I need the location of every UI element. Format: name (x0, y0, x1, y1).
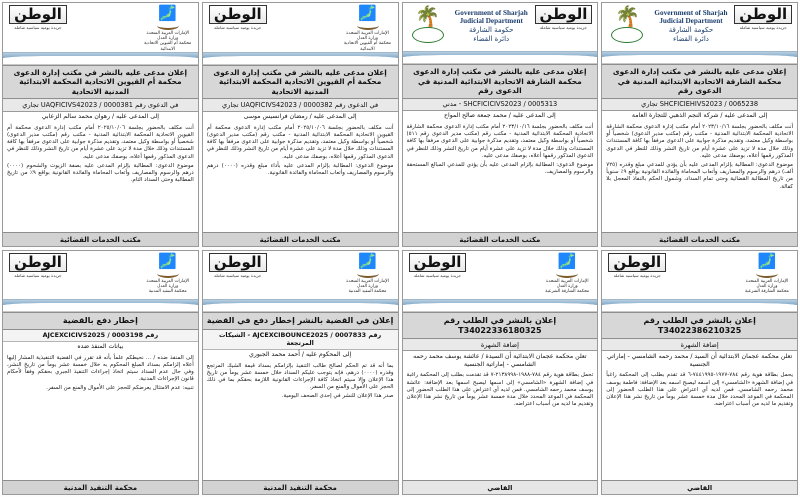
notice-card-4[interactable] (601, 2, 798, 247)
notice-card-5[interactable] (2, 250, 199, 495)
notice-header (602, 3, 797, 51)
newspaper-masthead (6, 253, 70, 278)
notice-party-line: بيانات المنفذ ضده (3, 342, 198, 353)
notice-body-note: موضوع الدعوى: المطالبة بإلزام المدعى عليه بأداء مبلغ وقدره (٠٠٠٠) درهم والرسوم والمصاريف وأتعاب المحاماة والفائدة القانونية. (206, 162, 394, 176)
masthead-logo: الوطن (608, 253, 666, 272)
masthead-logo: الوطن (9, 253, 67, 272)
falcon-icon: 🗾 (355, 254, 381, 278)
notice-header (602, 251, 797, 299)
notice-case-number: رقم AJCEXCIBOUNCE2025 / 0007833 - الشيكات المرتجعة (203, 330, 398, 350)
notice-footer: القاضي (403, 480, 598, 494)
notice-party-line: تعلن محكمة عجمان الابتدائية أن السيدة / عائشة يوسف محمد رحمه الشامسي - إماراتية الجنسية (403, 351, 598, 370)
notice-header (403, 3, 598, 51)
uae-emblem (341, 253, 395, 295)
uae-emblem (141, 5, 195, 52)
notice-body-note: صدر هذا الإعلان للنشر في إحدى الصحف اليومية. (281, 393, 394, 400)
notice-header (403, 251, 598, 299)
notice-header (203, 3, 398, 52)
notice-title: إعلان مدعى عليه بالنشر في مكتب إدارة الدعوى محكمة الشارقة الاتحادية الابتدائية المدنية في الدعوى رقم (403, 64, 598, 99)
uae-emblem (540, 253, 594, 295)
notice-party-line: إلى المدعى عليه / شركة النجم الذهبي للتجارة العامة (602, 111, 797, 122)
notice-title: إعلان مدعى عليه بالنشر في مكتب إدارة الدعوى محكمة أم القيوين الاتحادية المحكمة الابتدائية المدنية الاتحادية (3, 65, 198, 100)
notice-body-main: أنت مكلف بالحضور بجلسة ٢٠٢٥/١٠/٠٦ أمام مكتب إدارة الدعوى محكمة أم القيوين الاتحادية المحكمة الابتدائية المدنية - مكتب رقم (مكتب مدير الدعوى) شخصياً أو بواسطة وكيل معتمد، وتقديم مذكرة جوابية على الدعوى مرفقاً بها كافة المستندات وذلك خلال مدة لا تزيد على عشرة أيام من تاريخ النشر وذلك للنظر في الدعوى المذكور رقمها أعلاه، بوصفك مدعى عليه. (206, 124, 394, 160)
notice-body-main: أنت مكلف بالحضور بجلسة ٢٠٢٣/١٠/١٦ أمام مكتب إدارة الدعوى محكمة الشارقة الاتحادية المحكمة الابتدائية المدنية - مكتب رقم (مكتب مدير الدعوى) شخصياً أو بواسطة وكيل معتمد، وتقديم مذكرة جوابية على الدعوى مرفقاً بها كافة المستندات وذلك خلال مدة لا تزيد على عشرة أيام من تاريخ النشر وذلك للنظر في الدعوى المذكور رقمها أعلاه، بوصفك مدعى عليه. (606, 123, 793, 159)
masthead-logo: الوطن (409, 253, 467, 272)
falcon-icon: 🗾 (355, 6, 381, 30)
notice-header (203, 251, 398, 299)
notice-title: إعلان مدعى عليه بالنشر في مكتب إدارة الدعوى محكمة الشارقة الاتحادية الابتدائية المدنية في الدعوى رقم (602, 64, 797, 99)
newspaper-masthead (206, 5, 270, 30)
ministry-lines: الإمارات العربية المتحدة وزارة العدل محكمة الشارقة الشرعية (545, 279, 590, 295)
notice-body (3, 123, 198, 232)
notice-party-line: إلى المدعى عليه / رهوان محمد سالم الزعابي (3, 112, 198, 123)
sharjah-government-title (650, 5, 733, 43)
wave-divider (602, 299, 797, 312)
masthead-subtitle: جريدة يومية سياسية شاملة (413, 273, 462, 278)
notice-body (3, 353, 198, 481)
wave-divider (602, 51, 797, 64)
masthead-logo: الوطن (209, 253, 267, 272)
notice-title: إخطار دفع بالقضية (3, 312, 198, 330)
notice-body (602, 370, 797, 480)
notice-body-note: موضوع الدعوى: المطالبة بإلزام المدعى عليه بصفة الزيوت والشحوم (٠٠٠٠) درهم والرسوم والمصاريف وأتعاب المحاماة والفائدة القانونية بواقع ٩٪ من تاريخ المطالبة وحتى السداد التام. (7, 162, 194, 184)
newspaper-masthead (406, 253, 470, 278)
masthead-logo: الوطن (209, 5, 267, 24)
palm-emblem-icon: 🌴 (605, 5, 649, 45)
notice-body (403, 370, 598, 480)
falcon-icon: 🗾 (155, 6, 181, 30)
notice-body (403, 122, 598, 232)
notice-footer: القاضي (602, 480, 797, 494)
notice-header (3, 251, 198, 299)
notice-body-main: إلى المنفذ ضده / ... نحيطكم علماً بأنه قد تقرر في القضية التنفيذية المشار إليها أعلاه إلزامكم بسداد المبلغ المحكوم به خلال خمسة عشر يوماً من تاريخ النشر، وفي حال عدم السداد سيتم اتخاذ إجراءات التنفيذ الجبري بحقكم وفقاً لأحكام قانون الإجراءات المدنية. (7, 354, 194, 383)
wave-divider (203, 299, 398, 312)
notice-case-number: رقم AJCEXCICIVS2025 / 0003198 (3, 330, 198, 342)
notice-case-number: في الدعوى رقم UAQFICIVS42023 / 0000382 تجاري (203, 99, 398, 111)
ministry-lines: الإمارات العربية المتحدة وزارة العدل محكمة التنفيذ المدنية (146, 279, 190, 295)
masthead-subtitle: جريدة يومية سياسية شاملة (613, 273, 661, 278)
notice-case-number: SHCFICICIVS2023 / 0005313 - مدني (403, 99, 598, 111)
palm-emblem-icon: 🌴 (406, 5, 450, 45)
gov-ar-line2: دائرة القضاء (473, 35, 510, 43)
falcon-icon: 🗾 (754, 254, 780, 278)
notice-card-8[interactable] (601, 250, 798, 495)
notice-footer: محكمة التنفيذ المدنية (203, 480, 398, 494)
notice-card-6[interactable] (202, 250, 399, 495)
gov-en-line1: Government of Sharjah (654, 9, 728, 17)
masthead-subtitle: جريدة يومية سياسية شاملة (539, 25, 588, 30)
notice-party-line: إلى المدعى عليه / رمضان فرانسيس موسى (203, 112, 398, 123)
notice-title: إعلان في القضية بالنشر إخطار دفع في القضية (203, 312, 398, 330)
notice-title: إعلان مدعى عليه بالنشر في مكتب إدارة الدعوى محكمة أم القيوين الاتحادية المحكمة الابتدائية المدنية الاتحادية (203, 65, 398, 100)
gov-en-line2: Judicial Department (659, 17, 723, 25)
notice-subject: إضافة الشهرة (403, 339, 598, 351)
gov-ar-line2: دائرة القضاء (673, 35, 709, 43)
notice-body-note: موضوع الدعوى: المطالبة بإلزام المدعى عليه بأن يؤدي للمدعي مبلغ وقدره (٧٢٥ ألف) درهم والرسوم والمصاريف وأتعاب المحاماة والفائدة القانونية بواقع ٩٪ سنوياً من تاريخ المطالبة القضائية وحتى تمام السداد، وشمول الحكم بالنفاذ المعجل بلا كفالة. (606, 161, 793, 190)
wave-divider (403, 51, 598, 64)
notice-header (3, 3, 198, 52)
ministry-lines: الإمارات العربية المتحدة وزارة العدل محكمة أم القيوين الاتحادية الابتدائية (343, 31, 392, 52)
newspaper-masthead (206, 253, 270, 278)
newspaper-masthead (605, 253, 669, 278)
notice-body (602, 122, 797, 232)
masthead-logo: الوطن (535, 5, 593, 24)
falcon-icon: 🗾 (155, 254, 181, 278)
notice-body-main: بما أنه قد تم الحكم لصالح طالب التنفيذ بإلزامكم بسداد قيمة الشيك المرتجع وقدره (٠٠٠٠) درهم، فإنه يتوجب عليكم السداد خلال خمسة عشر يوماً من تاريخ هذا الإعلان وإلا سيتم اتخاذ كافة الإجراءات القانونية اللازمة بحقكم بما في ذلك الحجز على الأموال والمنع من السفر. (206, 362, 394, 391)
sharjah-government-title (450, 5, 533, 43)
notice-body-note: تنبيه: عدم الامتثال يعرضكم للحجز على الأموال والمنع من السفر. (46, 385, 194, 392)
notice-body-main: أنت مكلف بالحضور بجلسة ٢٠٢٣/١٠/١٦ أمام مكتب إدارة الدعوى محكمة الشارقة الاتحادية المحكمة الابتدائية المدنية - مكتب رقم (مكتب مدير الدعوى رقم ٥١١) شخصياً أو بواسطة وكيل معتمد، وتقديم مذكرة جوابية على الدعوى مرفقاً بها كافة المستندات وذلك خلال مدة لا تزيد على عشرة أيام من تاريخ النشر وذلك للنظر في الدعوى المذكور رقمها أعلاه، بوصفك مدعى عليه. (406, 123, 594, 159)
notice-party-line: إلى المحكوم عليه / أحمد محمد الجبوري (203, 350, 398, 361)
uae-emblem (740, 253, 794, 295)
wave-divider (403, 299, 598, 312)
gov-en-line1: Government of Sharjah (454, 9, 528, 17)
notice-subject: إضافة الشهرة (602, 339, 797, 351)
notice-case-number: SHCFICIEHIVS2023 / 0065238 تجاري (602, 99, 797, 111)
wave-divider (3, 299, 198, 312)
notice-body-main: تحمل بطاقة هوية رقم ٧٨٤-١٩٨٨-٢١٣٨٩٩٨-٧ قد تقدمت بطلب إلى المحكمة راغبة في إضافة الشهرة «الشامسي» إلى اسمها ليصبح اسمها بعد الإضافة: عائشة يوسف محمد رحمه الشامسي. فمن لديه أي اعتراض على هذا الطلب الحضور إلى المحكمة في الموعد المحدد خلال مدة خمسة عشر يوماً من تاريخ نشر هذا الإعلان وتقديم ما لديه من أسباب اعتراضه. (406, 372, 594, 408)
gov-ar-line1: حكومة الشارقة (468, 26, 514, 34)
notice-body (203, 361, 398, 481)
notice-title: إعلان بالنشر في الطلب رقم T34022386210325 (602, 312, 797, 339)
ministry-lines: الإمارات العربية المتحدة وزارة العدل محكمة الشارقة الشرعية (745, 279, 789, 295)
falcon-icon: 🗾 (554, 254, 580, 278)
notice-footer: مكتب الخدمات القضائية (403, 232, 598, 246)
notice-card-3[interactable] (402, 2, 599, 247)
newspaper-masthead (732, 5, 794, 30)
notice-footer: مكتب الخدمات القضائية (3, 232, 198, 246)
newspaper-masthead (533, 5, 595, 30)
newspaper-masthead (6, 5, 70, 30)
masthead-logo: الوطن (734, 5, 792, 24)
notice-card-7[interactable] (402, 250, 599, 495)
masthead-subtitle: جريدة يومية سياسية شاملة (214, 25, 262, 30)
uae-emblem (141, 253, 195, 295)
notice-body-main: يحمل بطاقة هوية رقم ٧٨٤-١٩٧٧-٧٤٤١٩٩٥-٦ قد تقدم بطلب إلى المحكمة راغباً في إضافة الشهرة «الشامسي» إلى اسمه ليصبح اسمه بعد الإضافة: فاطمة يوسف محمد رحمه الشامسي. فمن لديه أي اعتراض على هذا الطلب الحضور إلى المحكمة في الموعد المحدد خلال مدة خمسة عشر يوماً من تاريخ نشر هذا الإعلان وتقديم ما لديه من أسباب اعتراضه. (606, 372, 793, 408)
masthead-subtitle: جريدة يومية سياسية شاملة (214, 273, 262, 278)
notice-card-1[interactable] (2, 2, 199, 247)
notice-footer: مكتب الخدمات القضائية (602, 232, 797, 246)
notice-card-2[interactable] (202, 2, 399, 247)
notice-case-number: في الدعوى رقم UAQFICIVS42023 / 0000381 تجاري (3, 99, 198, 111)
ministry-lines: الإمارات العربية المتحدة وزارة العدل محكمة التنفيذ المدنية (346, 279, 389, 295)
gov-en-line2: Judicial Department (459, 17, 523, 25)
wave-divider (3, 52, 198, 65)
notice-body (203, 123, 398, 232)
notice-footer: محكمة التنفيذ المدنية (3, 480, 198, 494)
gov-ar-line1: حكومة الشارقة (668, 26, 714, 34)
notice-body-main: أنت مكلف بالحضور بجلسة ٢٠٢٥/١٠/٠٦ أمام مكتب إدارة الدعوى محكمة أم القيوين الاتحادية المحكمة الابتدائية المدنية - مكتب رقم (مكتب مدير الدعوى) شخصياً أو بواسطة وكيل معتمد، وتقديم مذكرة جوابية على الدعوى مرفقاً بها كافة المستندات وذلك خلال مدة لا تزيد على عشرة أيام من تاريخ النشر وذلك للنظر في الدعوى المذكور رقمها أعلاه، بوصفك مدعى عليه. (7, 124, 194, 160)
notice-title: إعلان بالنشر في الطلب رقم T34022336180325 (403, 312, 598, 339)
notice-party-line: إلى المدعى عليه / محمد جمعة صالح المواح (403, 111, 598, 122)
uae-emblem (341, 5, 395, 52)
masthead-subtitle: جريدة يومية سياسية شاملة (14, 25, 62, 30)
notice-body-note: موضوع الدعوى: المطالبة بإلزام المدعى عليه بأن يؤدي للمدعي المبالغ المستحقة والرسوم والمصاريف. (406, 161, 594, 176)
masthead-subtitle: جريدة يومية سياسية شاملة (14, 273, 62, 278)
masthead-logo: الوطن (9, 5, 67, 24)
wave-divider (203, 52, 398, 65)
notice-party-line: تعلن محكمة عجمان الابتدائية أن السيد / محمد رحمه الشامسي - إماراتي الجنسية (602, 351, 797, 370)
masthead-subtitle: جريدة يومية سياسية شاملة (739, 25, 787, 30)
notice-footer: مكتب الخدمات القضائية (203, 232, 398, 246)
ministry-lines: الإمارات العربية المتحدة وزارة العدل محكمة أم القيوين الاتحادية الابتدائية (144, 31, 192, 52)
